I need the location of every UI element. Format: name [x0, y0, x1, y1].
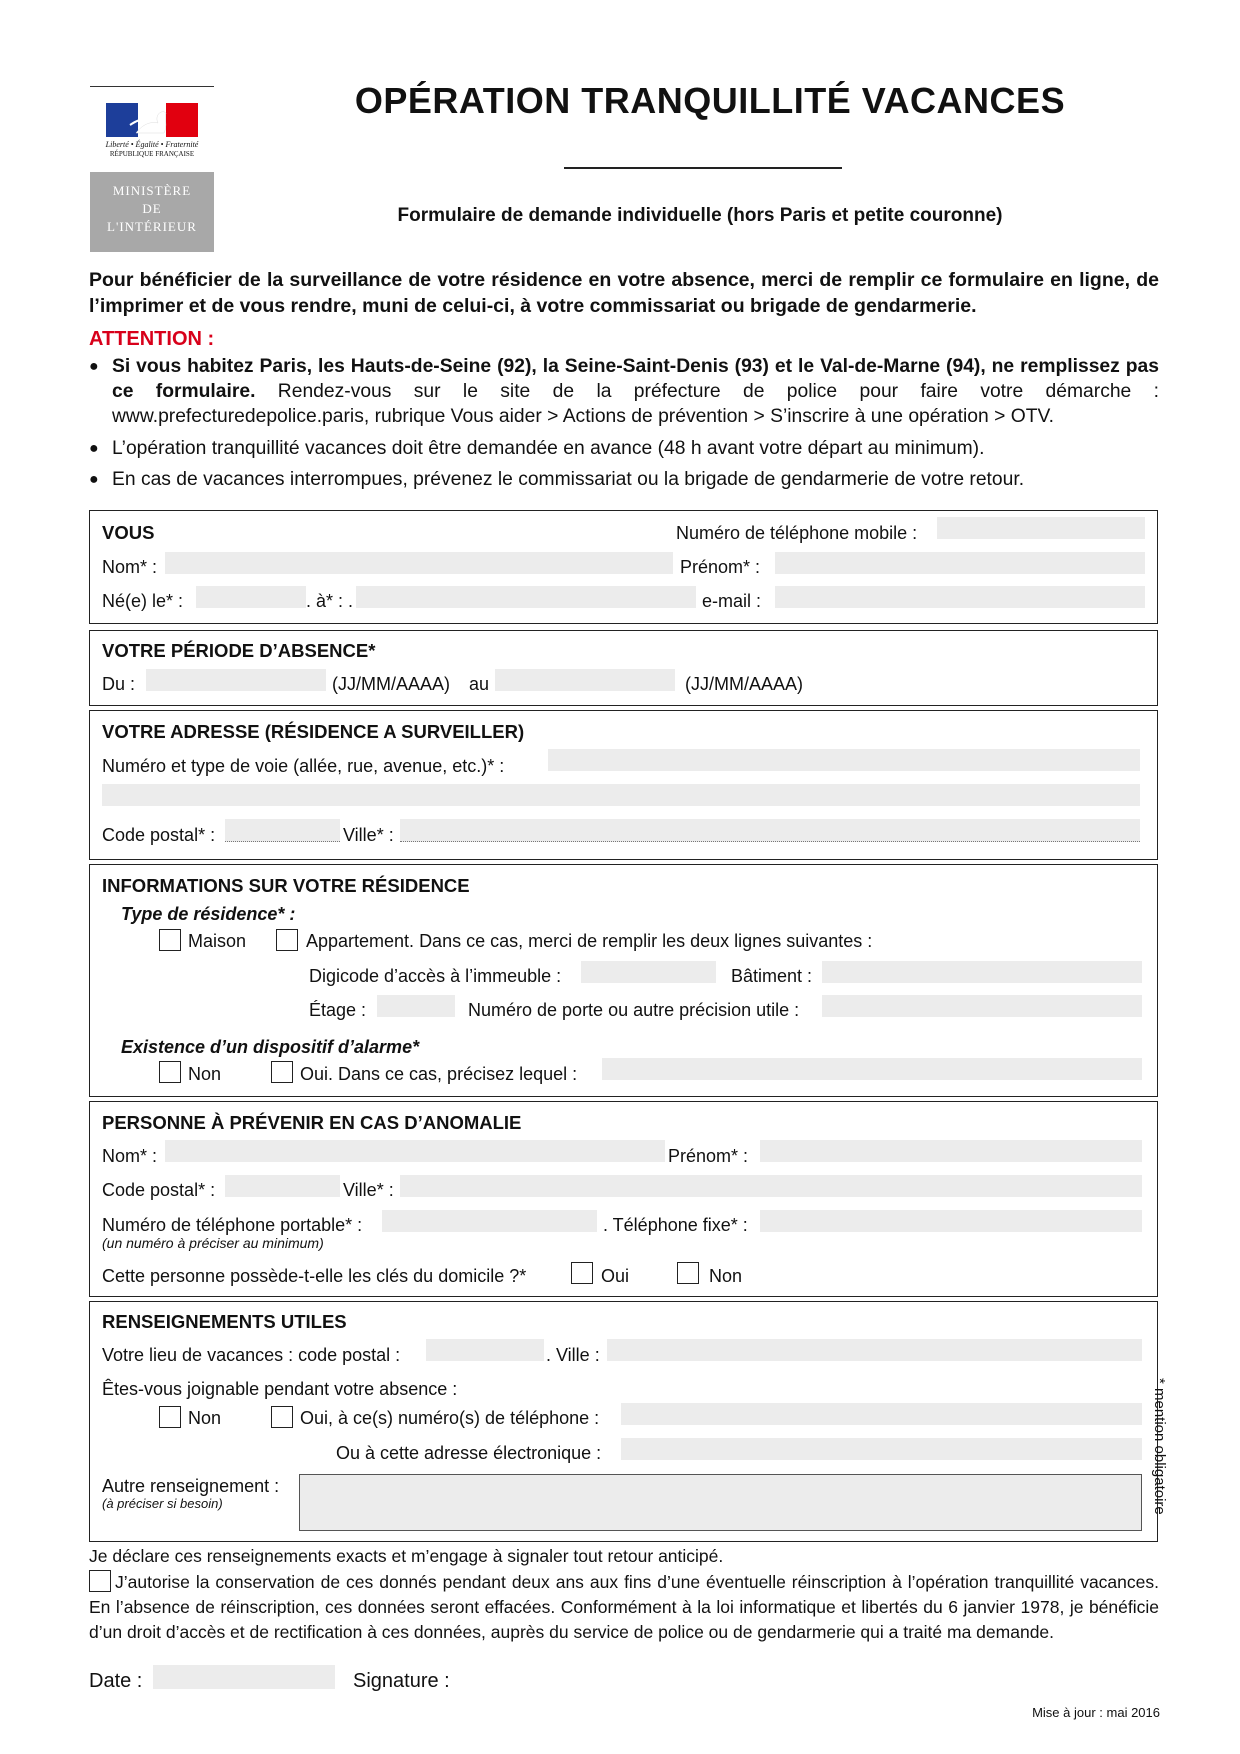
declaration-text: Je déclare ces renseignements exacts et m’engage à signaler tout retour anticipé.: [89, 1546, 724, 1566]
email-label: e-mail :: [702, 591, 762, 611]
cles-oui-checkbox[interactable]: [571, 1262, 593, 1284]
cp-label: Code postal* :: [102, 825, 216, 845]
contact-fixe-field[interactable]: [760, 1210, 1142, 1232]
nom-field[interactable]: [165, 552, 673, 574]
section-adresse: [89, 710, 1158, 860]
contact-prenom-label: Prénom* :: [668, 1146, 749, 1166]
section-periode: [89, 630, 1158, 706]
bullet-2-text: L’opération tranquillité vacances doit être demandée en avance (48 h avant votre départ au minimum).: [112, 438, 985, 459]
birthdate-label: Né(e) le* :: [102, 591, 184, 611]
date-start-field[interactable]: [146, 669, 326, 691]
section-personne: [89, 1101, 1158, 1297]
prenom-field[interactable]: [775, 552, 1145, 574]
contact-cp-field[interactable]: [225, 1175, 340, 1197]
contact-ville-label: Ville* :: [343, 1180, 394, 1200]
alarme-label: Existence d’un dispositif d’alarme*: [121, 1037, 420, 1057]
batiment-field[interactable]: [822, 961, 1142, 983]
contact-nom-label: Nom* :: [102, 1146, 158, 1166]
contact-fixe-label: . Téléphone fixe* :: [603, 1215, 748, 1235]
digicode-label: Digicode d’accès à l’immeuble :: [309, 966, 562, 986]
bullet-icon: ●: [89, 471, 99, 488]
page-title: OPÉRATION TRANQUILLITÉ VACANCES: [354, 80, 1066, 121]
attention-bullet-2: [89, 436, 1159, 461]
alarme-non-checkbox[interactable]: [159, 1061, 181, 1083]
maison-checkbox[interactable]: [159, 929, 181, 951]
date-format-1: (JJ/MM/AAAA): [332, 674, 451, 694]
voie-field-2[interactable]: [102, 784, 1140, 806]
contact-cp-label: Code postal* :: [102, 1180, 216, 1200]
joignable-email-label: Ou à cette adresse électronique :: [336, 1443, 602, 1463]
consent-checkbox[interactable]: [89, 1570, 111, 1592]
type-residence-label: Type de résidence* :: [121, 904, 296, 924]
ville-label: Ville* :: [343, 825, 394, 845]
section-title-renseignements: RENSEIGNEMENTS UTILES: [102, 1311, 347, 1332]
contact-portable-label: Numéro de téléphone portable* :: [102, 1215, 363, 1235]
update-date: Mise à jour : mai 2016: [1032, 1705, 1160, 1720]
mobile-phone-field[interactable]: [937, 517, 1145, 539]
etage-field[interactable]: [377, 995, 455, 1017]
joignable-oui-label: Oui, à ce(s) numéro(s) de téléphone :: [300, 1408, 600, 1428]
logo-republique: RÉPUBLIQUE FRANÇAISE: [109, 150, 195, 158]
ville-field[interactable]: [400, 819, 1140, 842]
section-residence: [89, 864, 1158, 1097]
section-title-personne: PERSONNE À PRÉVENIR EN CAS D’ANOMALIE: [102, 1112, 522, 1133]
cles-label: Cette personne possède-t-elle les clés du domicile ?*: [102, 1266, 527, 1286]
appartement-checkbox[interactable]: [276, 929, 298, 951]
joignable-phone-field[interactable]: [621, 1403, 1142, 1425]
contact-ville-field[interactable]: [400, 1175, 1142, 1197]
lieu-ville-field[interactable]: [607, 1339, 1142, 1361]
ministere-block: [90, 172, 214, 252]
ministere-line-1: MINISTÈRE: [112, 183, 192, 198]
autre-label: Autre renseignement :: [102, 1476, 280, 1496]
autre-textarea[interactable]: [299, 1474, 1142, 1531]
cles-oui-label: Oui: [601, 1266, 630, 1286]
mention-obligatoire: * mention obligatoire: [1151, 1378, 1168, 1515]
birthplace-label: . à* : .: [306, 591, 354, 611]
porte-field[interactable]: [822, 995, 1142, 1017]
email-field[interactable]: [775, 586, 1145, 608]
joignable-label: Êtes-vous joignable pendant votre absence :: [102, 1379, 458, 1399]
title-underline: [564, 167, 842, 169]
logo-top-rule: [90, 86, 214, 87]
birthplace-field[interactable]: [356, 586, 696, 608]
consent-text: J’autorise la conservation de ces donnés pendant deux ans aux fins d’une éventuelle réinscription à l’opération tranquillité vacances. En l’absence de réinscription, ces données seront effacées. Conformément à la loi informatique et libertés du 6 janvier 1978, je bénéficie d’un droit d’accès et de rectification à ces données, auprès du service de police ou de gendarmerie qui a traité ma demande.: [89, 1572, 1159, 1642]
date-end-field[interactable]: [495, 669, 675, 691]
section-title-vous: VOUS: [102, 522, 155, 543]
cles-non-checkbox[interactable]: [677, 1262, 699, 1284]
lieu-ville-label: . Ville :: [546, 1345, 600, 1365]
etage-label: Étage :: [309, 1000, 367, 1020]
prenom-label: Prénom* :: [680, 557, 761, 577]
joignable-non-checkbox[interactable]: [159, 1406, 181, 1428]
cp-field[interactable]: [225, 819, 340, 842]
contact-prenom-field[interactable]: [760, 1140, 1142, 1162]
mobile-label: Numéro de téléphone mobile :: [676, 523, 918, 543]
date-label: Date :: [89, 1670, 143, 1692]
date-field[interactable]: [153, 1665, 335, 1689]
bullet-icon: ●: [89, 358, 99, 375]
section-title-residence: INFORMATIONS SUR VOTRE RÉSIDENCE: [102, 875, 470, 896]
joignable-oui-checkbox[interactable]: [271, 1406, 293, 1428]
digicode-field[interactable]: [581, 961, 716, 983]
attention-bullet-3: [89, 467, 1159, 492]
voie-field-1[interactable]: [548, 749, 1140, 771]
marianne-flag-icon: [106, 103, 198, 137]
alarme-oui-label: Oui. Dans ce cas, précisez lequel :: [300, 1064, 578, 1084]
bullet-1-rest: Rendez-vous sur le site de la préfecture de police pour faire votre démarche : www.prefecturedepolice.paris, rubrique Vous aider > Actions de prévention > S’inscrire à une opération > OTV.: [112, 381, 1159, 427]
attention-bullet-1: [89, 354, 1159, 429]
lieu-cp-label: Votre lieu de vacances : code postal :: [102, 1345, 401, 1365]
du-label: Du :: [102, 674, 136, 694]
au-label: au: [469, 674, 490, 694]
birthdate-field[interactable]: [196, 586, 306, 608]
alarme-detail-field[interactable]: [602, 1058, 1142, 1080]
autre-note: (à préciser si besoin): [102, 1496, 223, 1511]
batiment-label: Bâtiment :: [731, 966, 813, 986]
porte-label: Numéro de porte ou autre précision utile :: [468, 1000, 800, 1020]
appartement-label: Appartement. Dans ce cas, merci de remplir les deux lignes suivantes :: [306, 931, 873, 951]
logo-motto: Liberté • Égalité • Fraternité: [105, 140, 199, 149]
lieu-cp-field[interactable]: [426, 1339, 544, 1361]
intro-text: Pour bénéficier de la surveillance de votre résidence en votre absence, merci de remplir ce formulaire en ligne, de l’imprimer et de vous rendre, muni de celui-ci, à votre commissariat ou brigade de gendarmerie.: [89, 269, 1159, 317]
ministere-line-3: L'INTÉRIEUR: [107, 219, 197, 234]
section-vous: [89, 510, 1158, 624]
alarme-oui-checkbox[interactable]: [271, 1061, 293, 1083]
attention-label: ATTENTION :: [89, 328, 215, 350]
ministere-line-2: DE: [142, 201, 162, 216]
section-title-periode: VOTRE PÉRIODE D’ABSENCE*: [102, 640, 376, 661]
bullet-3-text: En cas de vacances interrompues, prévenez le commissariat ou la brigade de gendarmerie de votre retour.: [112, 469, 1025, 490]
bullet-1-bold: Si vous habitez Paris, les Hauts-de-Seine (92), la Seine-Saint-Denis (93) et le Val-de-Marne (94), ne remplissez pas ce formulaire.: [112, 356, 1159, 402]
page-subtitle: Formulaire de demande individuelle (hors Paris et petite couronne): [397, 205, 1003, 226]
section-renseignements: [89, 1301, 1158, 1542]
alarme-non-label: Non: [188, 1064, 222, 1084]
contact-portable-note: (un numéro à préciser au minimum): [102, 1235, 324, 1251]
voie-label: Numéro et type de voie (allée, rue, avenue, etc.)* :: [102, 756, 505, 776]
date-format-2: (JJ/MM/AAAA): [685, 674, 804, 694]
contact-portable-field[interactable]: [382, 1210, 597, 1232]
consent-block: [89, 1570, 1159, 1645]
maison-label: Maison: [188, 931, 247, 951]
cles-non-label: Non: [709, 1266, 743, 1286]
bullet-icon: ●: [89, 440, 99, 457]
joignable-non-label: Non: [188, 1408, 222, 1428]
section-title-adresse: VOTRE ADRESSE (RÉSIDENCE A SURVEILLER): [102, 721, 525, 742]
joignable-email-field[interactable]: [621, 1438, 1142, 1460]
contact-nom-field[interactable]: [165, 1140, 665, 1162]
signature-label: Signature :: [353, 1670, 450, 1692]
nom-label: Nom* :: [102, 557, 158, 577]
